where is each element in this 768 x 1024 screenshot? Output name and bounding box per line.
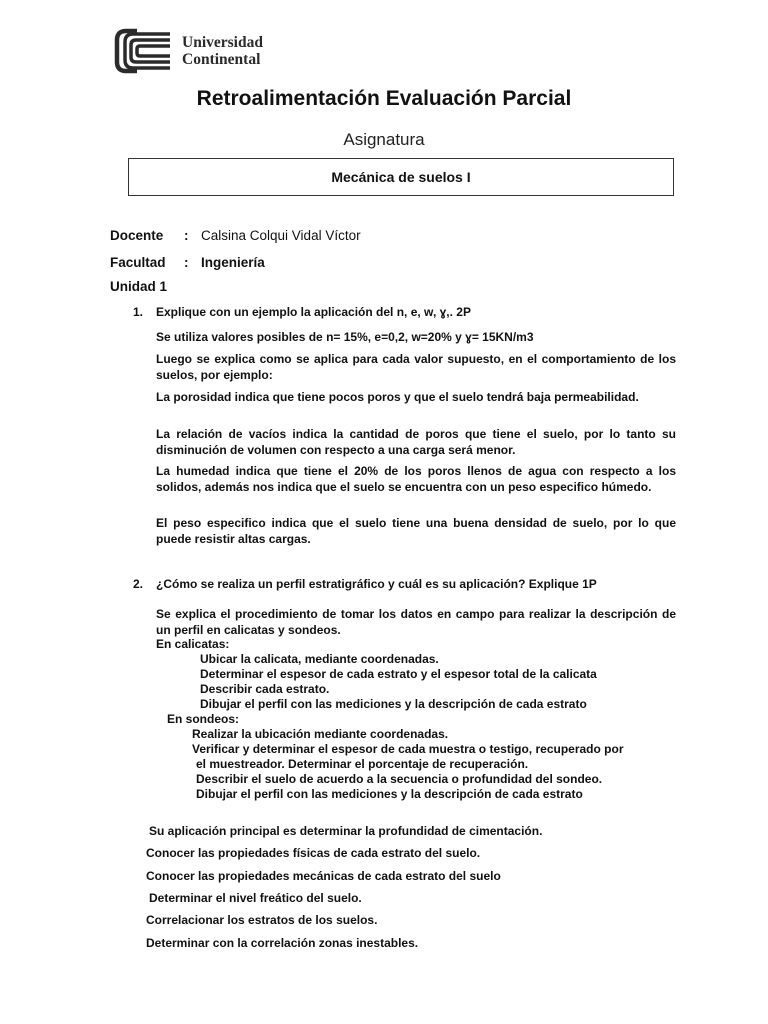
q1-intro: Luego se explica como se aplica para cada valor supuesto, en el comportamiento de los suelos, por ejemplo:: [156, 352, 676, 382]
q1-question: Explique con un ejemplo la aplicación del n, e, w, ɣ,. 2P: [156, 305, 471, 319]
page-title: Retroalimentación Evaluación Parcial: [196, 87, 572, 110]
unit-title: Unidad 1: [110, 279, 168, 294]
sondeos-step: el muestreador. Determinar el porcentaje de recuperación.: [196, 757, 529, 771]
sondeos-step: Describir el suelo de acuerdo a la secuencia o profundidad del sondeo.: [196, 772, 603, 786]
q2-intro: Se explica el procedimiento de tomar los datos en campo para realizar la descripción de un perfil en calicatas y sondeos.: [156, 607, 676, 637]
university-logo: [114, 28, 263, 74]
q1-number: 1.: [133, 305, 144, 319]
calicatas-step: Dibujar el perfil con las mediciones y la descripción de cada estrato: [200, 697, 587, 711]
application-item: Conocer las propiedades físicas de cada estrato del suelo.: [146, 846, 481, 860]
sondeos-step: Verificar y determinar el espesor de cada muestra o testigo, recuperado por: [192, 742, 624, 756]
calicatas-step: Describir cada estrato.: [200, 682, 330, 696]
q2-question: ¿Cómo se realiza un perfil estratigráfico y cuál es su aplicación? Explique 1P: [156, 577, 597, 591]
q1-humidity: La humedad indica que tiene el 20% de los poros llenos de agua con respecto a los solidos, además nos indica que el suelo se encuentra con un peso especifico húmedo.: [156, 464, 676, 494]
logo-line-2: Continental: [182, 51, 261, 68]
sondeos-label: En sondeos:: [167, 712, 240, 726]
sondeos-step: Dibujar el perfil con las mediciones y la descripción de cada estrato: [196, 787, 583, 801]
q1-values: Se utiliza valores posibles de n= 15%, e=0,2, w=20% y ɣ= 15KN/m3: [156, 330, 534, 344]
application-item: Determinar el nivel freático del suelo.: [149, 891, 362, 905]
logo-line-1: Universidad: [182, 34, 263, 51]
subject-label: Asignatura: [343, 130, 425, 149]
q2-number: 2.: [133, 577, 144, 591]
q1-unit-weight: El peso especifico indica que el suelo tiene una buena densidad de suelo, por lo que puede resistir altas cargas.: [156, 516, 676, 546]
application-item: Determinar con la correlación zonas inestables.: [146, 936, 419, 950]
docente-colon: :: [184, 228, 189, 243]
facultad-colon: :: [184, 255, 189, 270]
logo-text: [182, 34, 263, 68]
calicatas-label: En calicatas:: [156, 637, 230, 651]
application-item: Su aplicación principal es determinar la profundidad de cimentación.: [149, 824, 543, 838]
application-item: Correlacionar los estratos de los suelos.: [146, 913, 378, 927]
calicatas-steps: [200, 652, 597, 712]
application-item: Conocer las propiedades mecánicas de cada estrato del suelo: [146, 869, 501, 883]
calicatas-step: Determinar el espesor de cada estrato y el espesor total de la calicata: [200, 667, 597, 681]
subject-name: Mecánica de suelos I: [331, 169, 471, 185]
docente-label: Docente: [110, 228, 164, 243]
facultad-row: [110, 255, 265, 270]
calicatas-step: Ubicar la calicata, mediante coordenadas.: [200, 652, 439, 666]
docente-row: [110, 228, 361, 243]
facultad-value: Ingeniería: [201, 255, 265, 270]
sondeos-step: Realizar la ubicación mediante coordenadas.: [192, 727, 449, 741]
facultad-label: Facultad: [110, 255, 166, 270]
university-continental-logo-icon: [114, 28, 172, 74]
subject-box: [128, 158, 674, 196]
q1-void-ratio: La relación de vacíos indica la cantidad de poros que tiene el suelo, por lo tanto su disminución de volumen con respecto a una carga será menor.: [156, 427, 676, 457]
docente-value: Calsina Colqui Vidal Víctor: [201, 228, 361, 243]
q1-porosity: La porosidad indica que tiene pocos poros y que el suelo tendrá baja permeabilidad.: [156, 390, 639, 404]
